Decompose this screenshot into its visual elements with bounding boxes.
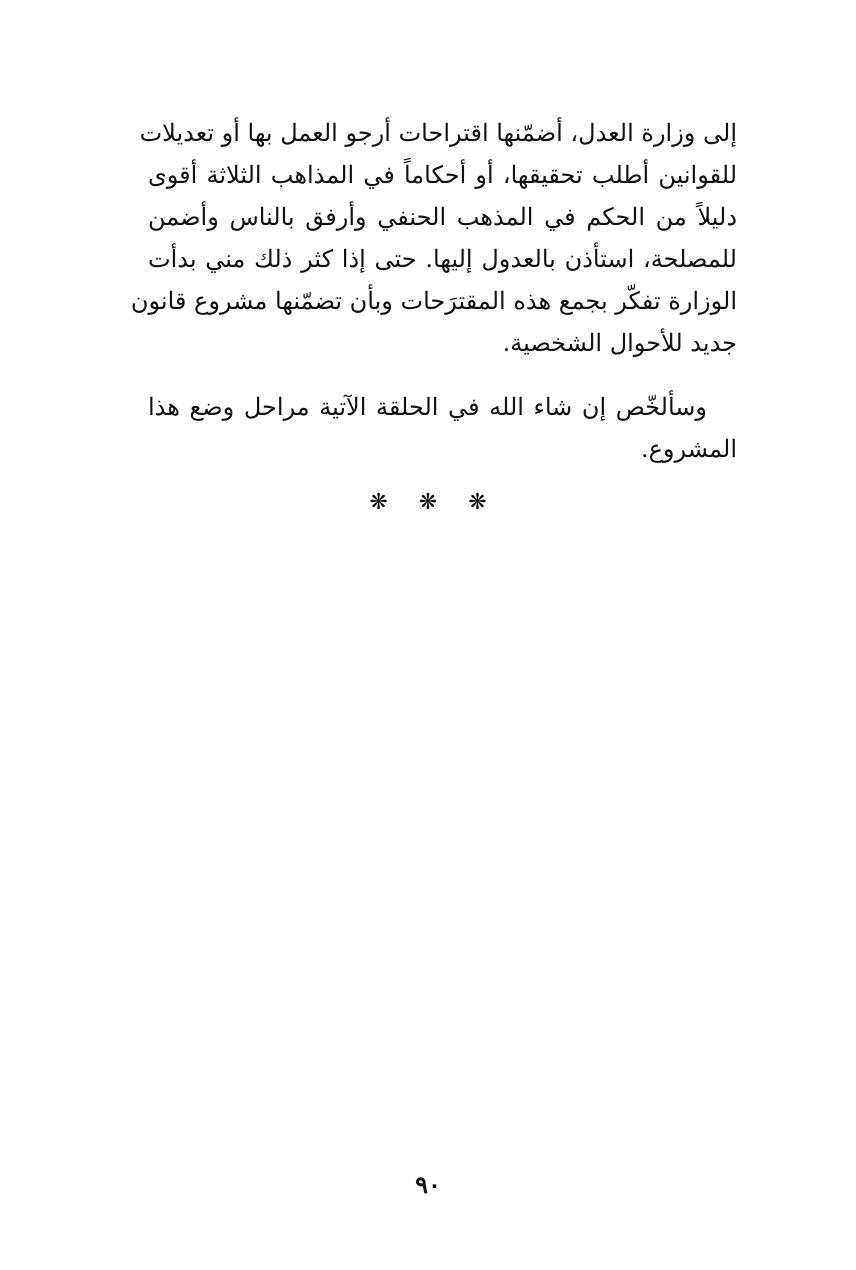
asterism-icon: ❋ bbox=[369, 490, 388, 515]
paragraph-line: دليلاً من الحكم في المذهب الحنفي وأرفق بالناس وأضمن bbox=[148, 203, 737, 231]
asterism-icon: ❋ bbox=[468, 490, 487, 515]
paragraph-line: للقوانين أطلب تحقيقها، أو أحكاماً في المذاهب الثلاثة أقوى bbox=[148, 161, 737, 189]
paragraph-line: إلى وزارة العدل، أضمّنها اقتراحات أرجو العمل بها أو تعديلات bbox=[139, 119, 737, 147]
paragraph-line: جديد للأحوال الشخصية. bbox=[502, 329, 737, 357]
paragraph-line: المشروع. bbox=[640, 435, 737, 463]
paragraph-line: للمصلحة، استأذن بالعدول إليها. حتى إذا كثر ذلك مني بدأت bbox=[148, 245, 737, 273]
asterism-icon: ❋ bbox=[418, 490, 438, 515]
paragraph-1 bbox=[130, 112, 737, 364]
paragraph-line: وسألخّص إن شاء الله في الحلقة الآتية مراحل وضع هذا bbox=[148, 393, 707, 421]
paragraph-line: الوزارة تفكّر بجمع هذه المقترَحات وبأن تضمّنها مشروع قانون bbox=[130, 287, 737, 315]
section-separator bbox=[0, 490, 856, 515]
page-number: ٩٠ bbox=[415, 1170, 441, 1199]
paragraph-2 bbox=[148, 386, 737, 470]
